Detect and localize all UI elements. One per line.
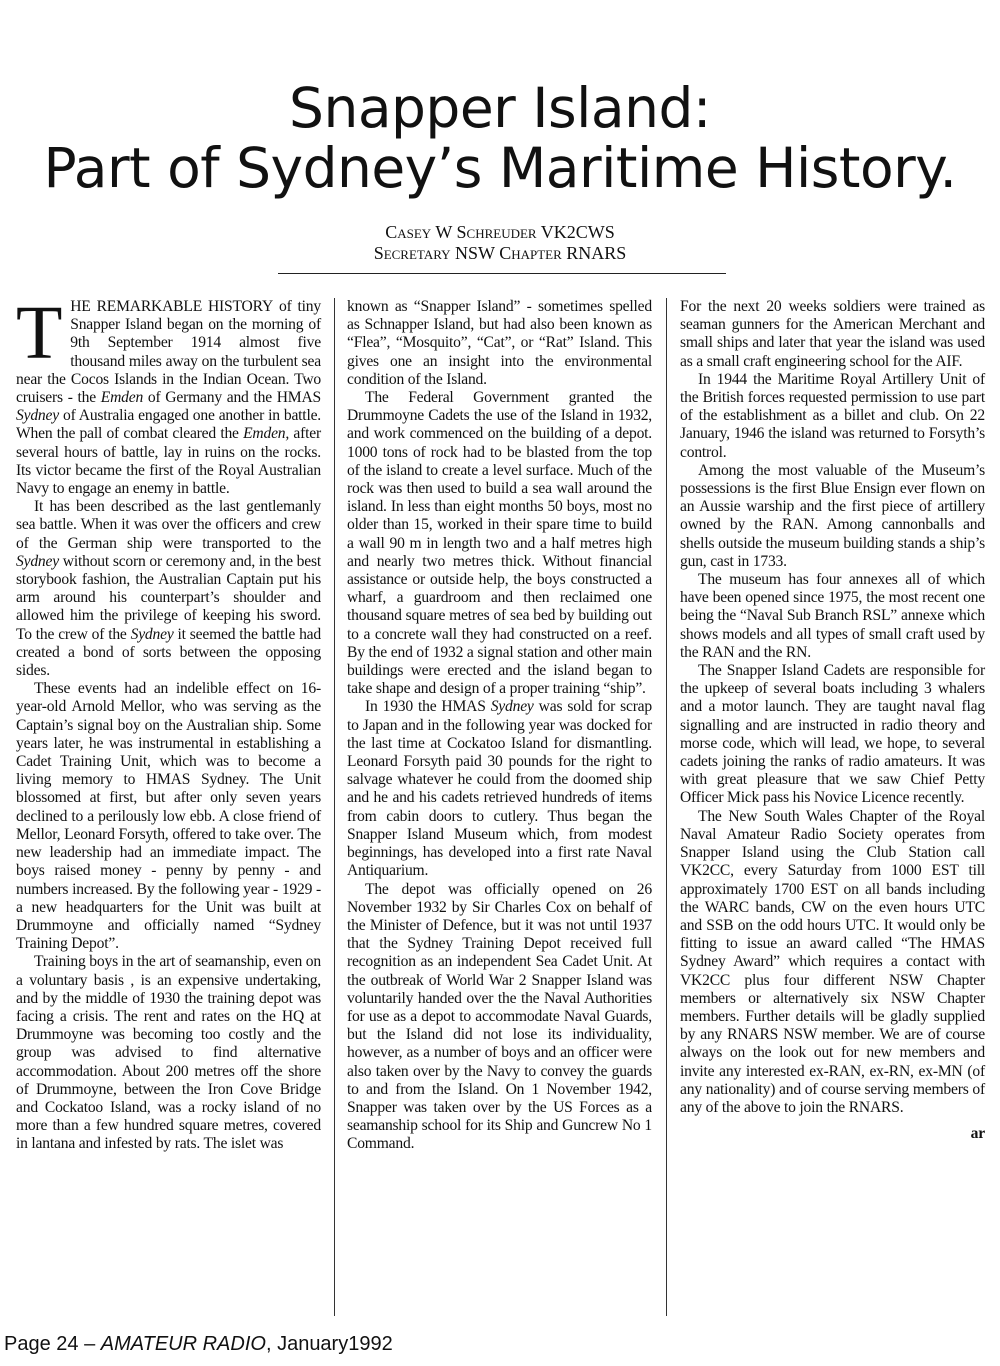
text-run: after several hours of battle, lay in ruins on the rocks. Its victor became the first of the Royal Australian Navy to engage an enemy in battle. (16, 425, 321, 498)
text-run: it seemed the battle had created a bond of sorts between the opposing sides. (16, 625, 321, 680)
page-footer (4, 1332, 393, 1356)
magazine-name: AMATEUR RADIO (100, 1333, 266, 1355)
column-1 (16, 291, 321, 1154)
paragraph: The Federal Government granted the Drummoyne Cadets the use of the Island in 1932, and work commenced on the building of a depot. 1000 tons of rock had to be blasted from the top of the island to create a level surface. Much of the rock was then used to build a sea wall around the island. In less than eight months 50 boys, most no older than 15, worked in their spare time to build a wall 90 m in length two and a half metres high and nearly two metres thick. Without financial assistance or outside help, the boys constructed a wharf, a guardroom and then reclaimed one thousand square metres of sea bed by building out to a concrete wall they had constructed on a reef. By the end of 1932 a signal station and other main buildings were erected and the island began to take shape and design of a proper training “ship”. (347, 389, 652, 698)
paragraph: Training boys in the art of seamanship, even on a voluntary basis , is an expensive undertaking, and by the middle of 1930 the training depot was facing a crisis. The rent and rates on the HQ at Drummoyne was becoming too costly and the group was advised to find alternative accommodation. About 200 metres off the shore of Drummoyne, between the Iron Cove Bridge and Cockatoo Island, was a rocky island of no more than a few hundred square metres, covered in lantana and infested by rats. The islet was (16, 953, 321, 1153)
end-mark: ar (970, 1125, 985, 1143)
title-line-1: Snapper Island: (289, 76, 711, 140)
paragraph: In 1944 the Maritime Royal Artillery Unit of the British forces requested permission to use part of the establishment as a billet and club. On 22 January, 1946 the island was returned to Forsyth’s control. (680, 370, 985, 461)
lead-in-caps: HE REMARKABLE HISTORY (70, 298, 274, 315)
text-run: of Australia engaged one another in battle. When the pall of combat cleared the (16, 407, 321, 443)
title-line-2: Part of Sydney’s Maritime History. (43, 136, 957, 200)
column-divider-1 (334, 298, 335, 1316)
paragraph: The New South Wales Chapter of the Royal Naval Amateur Radio Society operates from Snapper Island using the Club Station call VK2CC, every Saturday from 1000 EST till approximately 1700 EST on all bands including the WARC bands, CW on the even hours UTC and SSB on the odd hours UTC. It would only be fitting to issue an award called “The HMAS Sydney Award” which requires a contact with VK2CC plus four different NSW Chapter members or alternatively six NSW Chapter members. Further details will be gladly supplied by any RNARS NSW member. We are of course always on the look out for new members and invite any interested ex-RAN, ex-RN, ex-MN (of any nationality) and of course serving members of any of the above to join the RNARS. (680, 807, 985, 1116)
paragraph: known as “Snapper Island” - sometimes spelled as Schnapper Island, but had also been known as “Flea”, “Mosquito”, “Cat”, or “Rat” Island. This gives one an insight into the environmental condition of the Island. (347, 298, 652, 388)
author-name: Casey W Schreuder VK2CWS (385, 222, 615, 242)
issue-date: , January1992 (265, 1333, 393, 1355)
ship-name: Emden (100, 389, 144, 407)
ship-name: Sydney (130, 625, 174, 643)
text-run: was sold for scrap to Japan and in the following year was docked for the last time at Cockatoo Island for dismantling. Leonard Forsyth paid 30 pounds for the right to salvage whatever he could from the doomed ship and he and his cadets retrieved hundreds of items from cabin doors to cutlery. Thus began the Snapper Island Museum which, from modest beginnings, has developed into a first rate Naval Antiquarium. (347, 698, 653, 880)
ship-name: Sydney (16, 407, 59, 425)
byline (250, 222, 750, 264)
paragraph (16, 498, 321, 680)
article-title (30, 78, 970, 198)
ship-name: Emden, (243, 425, 290, 443)
paragraph: The depot was officially opened on 26 November 1932 by Sir Charles Cox on behalf of the Minister of Defence, but it was not until 1937 that the Sydney Training Depot received full recognition as an independent Sea Cadet Unit. At the outbreak of World War 2 Snapper Island was voluntarily handed over the the Naval Authorities for use as a depot to accommodate Naval Guards, but the Island did not lose its individuality, however, as a number of boys and an officer were also taken over by the Navy to convey the guards to and from the Island. On 1 November 1942, Snapper was taken over by the US Forces as a seamanship school for its Ship and Guncrew No 1 Command. (347, 880, 652, 1153)
text-run: It has been described as the last gentlemanly sea battle. When it was over the officers and crew of the German ship were transported to the (16, 498, 321, 552)
paragraph (347, 698, 652, 880)
paragraph: The Snapper Island Cadets are responsible for the upkeep of several boats including 3 whalers and a motor launch. They are taught naval flag signalling and are instructed in radio theory and morse code, which will lead, we hope, to several cadets joining the ranks of radio amateurs. It was with great pleasure that we saw Chief Petty Officer Mick pass his Novice Licence recently. (680, 662, 985, 807)
column-3 (680, 298, 985, 1143)
ship-name: Sydney (490, 698, 534, 716)
text-run: of Germany and the HMAS (143, 389, 321, 407)
paragraph (16, 291, 321, 498)
paragraph: These events had an indelible effect on 16-year-old Arnold Mellor, who was serving as the Captain’s signal boy on the Australian ship. Some years later, he was instrumental in establishing a Cadet Training Unit, which was to become a living memory to HMAS Sydney. The Unit blossomed at first, but after only seven years declined to a perilously low ebb. A close friend of Mellor, Leonard Forsyth, offered to take over. The new leadership had an immediate impact. The boys raised money - penny by penny - and numbers increased. By the following year - 1929 - a new headquarters for the Unit was built at Drummoyne and officially named “Sydney Training Depot”. (16, 680, 321, 953)
text-run: without scorn or ceremony and, in the best storybook fashion, the Australian Captain put his arm around his counterpart’s shoulder and allowed him the privilege of keeping his sword. To the crew of the (16, 552, 321, 643)
paragraph: For the next 20 weeks soldiers were trained as seaman gunners for the American Merchant and small ships and later that year the island was used as a small craft engineering school for the AIF. (680, 298, 985, 370)
author-role: Secretary NSW Chapter RNARS (373, 243, 627, 263)
ship-name: Sydney (16, 552, 59, 570)
column-divider-2 (666, 298, 667, 1316)
text-run: of tiny Snapper Island began on the morning of 9th September 1914 almost five thousand miles away on the turbulent sea near the Cocos Islands in the Indian Ocean. Two cruisers - the (16, 298, 321, 407)
paragraph: Among the most valuable of the Museum’s possessions is the first Blue Ensign ever flown on an Aussie warship and the first piece of artillery owned by the RAN. Among cannonballs and shells outside the museum building stands a ship’s gun, cast in 1733. (680, 461, 985, 570)
drop-cap: T (16, 291, 63, 375)
paragraph: The museum has four annexes all of which have been opened since 1975, the most recent one being the “Naval Sub Branch RSL” annexe which shows models and all types of small craft used by the RAN and the RN. (680, 571, 985, 661)
text-run: In 1930 the HMAS (365, 698, 491, 716)
column-2 (347, 298, 652, 1154)
title-divider (278, 273, 726, 274)
page-number: Page 24 – (4, 1333, 101, 1355)
